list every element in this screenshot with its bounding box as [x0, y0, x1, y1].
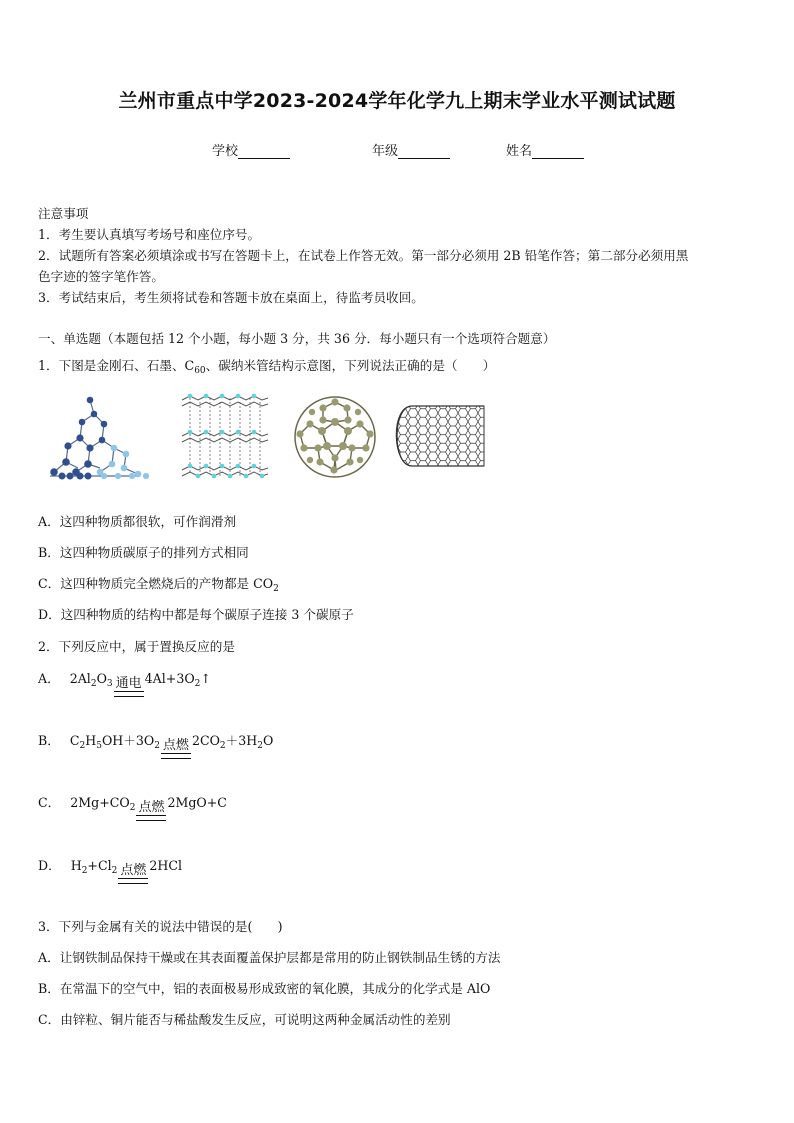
school-label: 学校 [212, 144, 239, 159]
reaction-condition: 点燃 [118, 864, 148, 884]
question-2-stem: 2．下列反应中，属于置换反应的是 [38, 639, 235, 654]
notice-item: 2．试题所有答案必须填涂或书写在答题卡上，在试卷上作答无效。第一部分必须用 2B 铅笔作答；第二部分必须用黑 [38, 248, 689, 263]
nanotube-structure-image [388, 400, 488, 472]
reaction-condition: 点燃 [161, 739, 191, 759]
q2-option-c[interactable]: C． $2Mg+CO_2$ 点燃 2MgO+C [38, 792, 227, 821]
q2-option-d[interactable]: D． $H_2+Cl_2$ 点燃 2HCl [38, 855, 182, 884]
reaction-condition: 通电 [114, 677, 144, 697]
name-field [506, 140, 584, 159]
notice-heading: 注意事项 [38, 206, 89, 221]
section-heading: 一、单选题（本题包括 12 个小题，每小题 3 分，共 36 分．每小题只有一个选项符合题意） [38, 331, 556, 346]
q1-option-a[interactable]: A．这四种物质都很软，可作润滑剂 [38, 514, 237, 529]
school-field [212, 140, 290, 159]
q1-option-d[interactable]: D．这四种物质的结构中都是每个碳原子连接 3 个碳原子 [38, 607, 354, 622]
notice-item: 3．考试结束后，考生须将试卷和答题卡放在桌面上，待监考员收回。 [38, 290, 424, 305]
c60-structure-image [290, 392, 380, 482]
graphite-structure-image [176, 392, 272, 482]
school-blank[interactable] [238, 145, 290, 159]
q2-option-a[interactable]: A． $2Al_2O_3$ 通电 $4Al+3O_2↑$ [38, 668, 211, 697]
notice-item: 1．考生要认真填写考场号和座位序号。 [38, 227, 261, 242]
grade-blank[interactable] [398, 145, 450, 159]
question-1-stem: 1．下图是金刚石、石墨、$C_{60}$、碳纳米管结构示意图，下列说法正确的是（ ） [38, 358, 496, 376]
grade-label: 年级 [372, 144, 399, 159]
q3-option-b[interactable]: B．在常温下的空气中，铝的表面极易形成致密的氧化膜，其成分的化学式是 AlO [38, 981, 491, 996]
q3-option-a[interactable]: A．让钢铁制品保持干燥或在其表面覆盖保护层都是常用的防止钢铁制品生锈的方法 [38, 950, 501, 965]
question-3-stem: 3．下列与金属有关的说法中错误的是( ) [38, 919, 283, 934]
grade-field [372, 140, 450, 159]
q2-option-b[interactable]: B． $C_2H_5OH+3O_2$ 点燃 $2CO_2+3H_2O$ [38, 730, 273, 759]
name-blank[interactable] [532, 145, 584, 159]
name-label: 姓名 [506, 144, 533, 159]
notice-item: 色字迹的签字笔作答。 [38, 269, 164, 284]
page-title: 兰州市重点中学2023-2024学年化学九上期末学业水平测试试题 [118, 90, 676, 112]
diamond-structure-image [42, 392, 152, 484]
q1-option-c[interactable]: C．这四种物质完全燃烧后的产物都是 $CO_2$ [38, 576, 279, 594]
q3-option-c[interactable]: C．由锌粒、铜片能否与稀盐酸发生反应，可说明这两种金属活动性的差别 [38, 1012, 451, 1027]
reaction-condition: 点燃 [136, 801, 166, 821]
q1-option-b[interactable]: B．这四种物质碳原子的排列方式相同 [38, 545, 249, 560]
